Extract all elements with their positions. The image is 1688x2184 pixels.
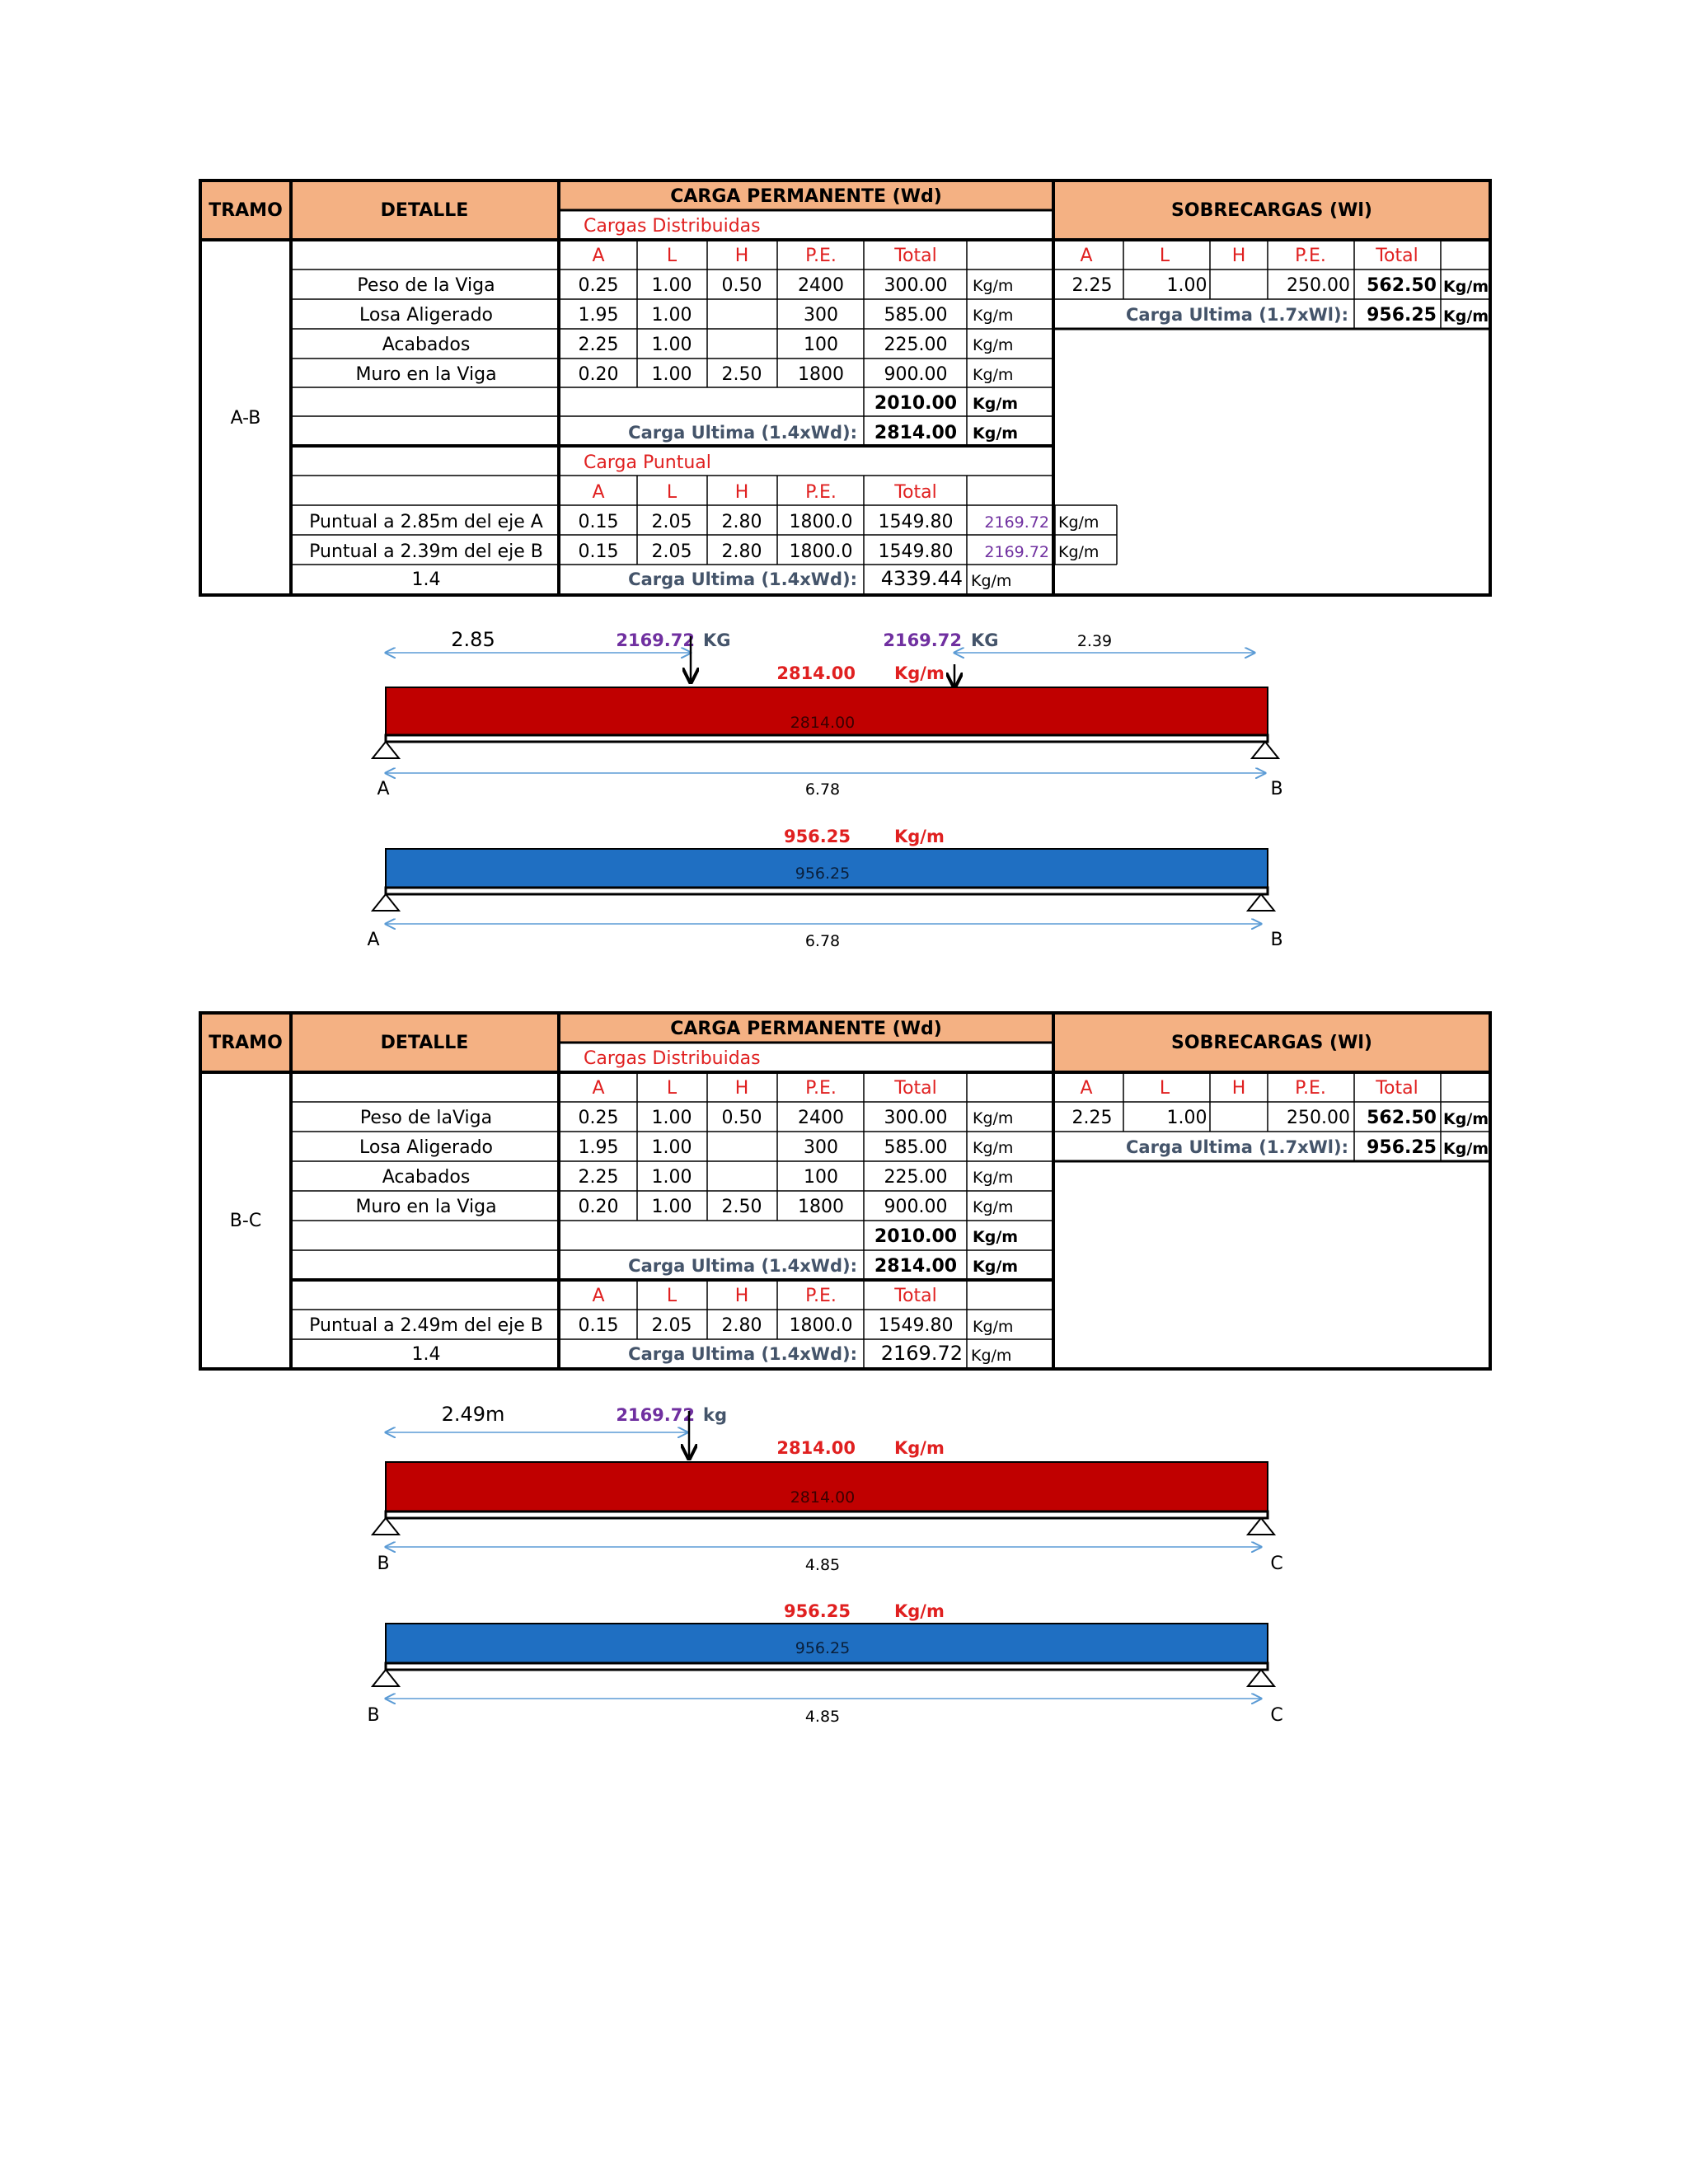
row-detalle: Peso de la Viga [357, 275, 495, 296]
point-load-1-value: 2169.72 [616, 630, 695, 650]
w-unit: Kg/m [894, 663, 945, 683]
p-row-pe: 1800.0 [789, 541, 853, 562]
p-col-pe: P.E. [805, 1286, 837, 1306]
p-factor: 1.4 [411, 1344, 441, 1365]
sc-col-pe: P.E. [1295, 246, 1326, 266]
left-support-icon [373, 1518, 399, 1535]
sc-row-total: 562.50 [1367, 1108, 1437, 1128]
sc-row-unit: Kg/m [1443, 278, 1489, 296]
p-col-a: A [592, 482, 605, 503]
diagram-ab-dead [373, 628, 1283, 799]
p-cu-unit: Kg/m [971, 572, 1012, 590]
sc-col-l: L [1159, 246, 1170, 266]
row-unit: Kg/m [973, 366, 1014, 384]
p-row-h: 2.80 [721, 1315, 762, 1336]
p-col-h: H [734, 1286, 749, 1306]
sc-col-l: L [1159, 1078, 1170, 1099]
row-detalle: Losa Aligerado [359, 305, 493, 326]
row-total: 585.00 [884, 305, 948, 326]
sc-row-pe: 250.00 [1287, 1108, 1350, 1128]
row-total: 585.00 [884, 1137, 948, 1158]
tramo-header: TRAMO [209, 1033, 283, 1053]
col-h: H [734, 246, 749, 266]
beam [386, 735, 1268, 742]
cu-value: 2814.00 [874, 423, 958, 443]
p-row-l: 2.05 [651, 1315, 692, 1336]
w-value: 2814.00 [776, 663, 856, 683]
sub-puntual: Carga Puntual [584, 452, 711, 473]
diagram-bc-live [367, 1601, 1282, 1726]
row-detalle: Acabados [382, 335, 471, 355]
detalle-header: DETALLE [380, 1033, 469, 1053]
sc-col-total: Total [1376, 1078, 1418, 1099]
row-unit: Kg/m [973, 336, 1014, 354]
point-load-2-value: 2169.72 [883, 630, 962, 650]
row-a: 1.95 [578, 1137, 619, 1158]
bar-label: 2814.00 [790, 1488, 856, 1507]
sc-header: SOBRECARGAS (Wl) [1171, 200, 1372, 221]
p-row-unit: Kg/m [1058, 543, 1100, 561]
span-length: 4.85 [804, 1556, 841, 1574]
row-l: 1.00 [651, 1137, 692, 1158]
right-support-label: B [1270, 930, 1283, 950]
row-detalle: Losa Aligerado [359, 1137, 493, 1158]
p-row-extra: 2169.72 [984, 543, 1049, 561]
p-cu-label: Carga Ultima (1.4xWd): [628, 1344, 857, 1364]
right-support-label: B [1270, 779, 1283, 799]
row-l: 1.00 [651, 1167, 692, 1188]
sc-col-h: H [1231, 1078, 1246, 1099]
row-total: 900.00 [884, 1197, 948, 1217]
right-support-icon [1248, 1518, 1274, 1535]
col-h: H [734, 1078, 749, 1099]
point-load-1-unit: KG [703, 630, 731, 650]
left-support-label: A [367, 930, 380, 950]
p-row-a: 0.15 [578, 541, 619, 562]
row-a: 0.20 [578, 364, 619, 385]
sc-header: SOBRECARGAS (Wl) [1171, 1033, 1372, 1053]
p-col-a: A [592, 1286, 605, 1306]
left-support-icon [373, 894, 399, 911]
right-support-icon [1248, 894, 1274, 911]
p-col-total: Total [894, 482, 937, 503]
col-total: Total [894, 246, 937, 266]
row-pe: 1800 [798, 1197, 844, 1217]
sc-row-total: 562.50 [1367, 275, 1437, 296]
row-total: 300.00 [884, 275, 948, 296]
sc-cu-unit: Kg/m [1443, 1140, 1489, 1158]
sc-row-l: 1.00 [1166, 1108, 1207, 1128]
row-detalle: Acabados [382, 1167, 471, 1188]
cp-header: CARGA PERMANENTE (Wd) [670, 1019, 942, 1039]
row-a: 0.25 [578, 1108, 619, 1128]
sc-cu-value: 956.25 [1367, 1137, 1437, 1158]
col-l: L [666, 246, 678, 266]
p-row-h: 2.80 [721, 541, 762, 562]
tramo-header: TRAMO [209, 200, 283, 221]
bar-label: 956.25 [795, 1639, 851, 1657]
p-col-l: L [666, 1286, 678, 1306]
table-bc [200, 1013, 1490, 1369]
left-support-label: B [367, 1705, 380, 1726]
diagram-ab-live [367, 827, 1282, 950]
p-factor: 1.4 [411, 569, 441, 590]
right-support-label: C [1270, 1705, 1283, 1726]
sc-cu-label: Carga Ultima (1.7xWl): [1125, 305, 1348, 325]
cp-header: CARGA PERMANENTE (Wd) [670, 186, 942, 207]
sc-col-pe: P.E. [1295, 1078, 1326, 1099]
row-a: 1.95 [578, 305, 619, 326]
sc-row-l: 1.00 [1166, 275, 1207, 296]
sc-cu-unit: Kg/m [1443, 307, 1489, 326]
row-a: 2.25 [578, 335, 619, 355]
p-row-unit: Kg/m [1058, 513, 1100, 532]
p-row-l: 2.05 [651, 512, 692, 532]
row-a: 2.25 [578, 1167, 619, 1188]
row-a: 0.20 [578, 1197, 619, 1217]
row-pe: 2400 [798, 275, 844, 296]
sc-row-pe: 250.00 [1287, 275, 1350, 296]
left-support-label: A [377, 779, 390, 799]
span-length: 6.78 [804, 780, 841, 799]
w-value: 956.25 [783, 827, 851, 846]
col-a: A [592, 246, 605, 266]
row-pe: 100 [804, 335, 838, 355]
row-total: 300.00 [884, 1108, 948, 1128]
beam [386, 888, 1268, 894]
table-ab [200, 180, 1490, 595]
diagram-bc-dead [373, 1403, 1283, 1574]
p-row-total: 1549.80 [878, 512, 954, 532]
p-row-h: 2.80 [721, 512, 762, 532]
row-unit: Kg/m [973, 1139, 1014, 1157]
p-row-total: 1549.80 [878, 1315, 954, 1336]
bar-label: 956.25 [795, 865, 851, 883]
p-row-pe: 1800.0 [789, 512, 853, 532]
p-row-total: 1549.80 [878, 541, 954, 562]
row-total: 900.00 [884, 364, 948, 385]
row-unit: Kg/m [973, 277, 1014, 295]
w-unit: Kg/m [894, 1601, 945, 1621]
sc-row-unit: Kg/m [1443, 1110, 1489, 1128]
col-pe: P.E. [805, 1078, 837, 1099]
sub-distribuidas: Cargas Distribuidas [584, 216, 761, 237]
beam [386, 1511, 1268, 1518]
sc-cu-label: Carga Ultima (1.7xWl): [1125, 1137, 1348, 1157]
sum-total: 2010.00 [874, 393, 958, 414]
row-unit: Kg/m [973, 1109, 1014, 1127]
col-a: A [592, 1078, 605, 1099]
row-unit: Kg/m [973, 1198, 1014, 1216]
row-pe: 100 [804, 1167, 838, 1188]
left-support-icon [373, 1670, 399, 1686]
row-pe: 2400 [798, 1108, 844, 1128]
sc-row-a: 2.25 [1071, 1108, 1113, 1128]
w-unit: Kg/m [894, 1438, 945, 1458]
right-support-icon [1248, 1670, 1274, 1686]
row-h: 2.50 [721, 364, 762, 385]
point-load-2-unit: KG [971, 630, 999, 650]
cu-label: Carga Ultima (1.4xWd): [628, 423, 857, 443]
p-cu-value: 4339.44 [880, 567, 963, 590]
col-total: Total [894, 1078, 937, 1099]
cu-value: 2814.00 [874, 1256, 958, 1277]
row-a: 0.25 [578, 275, 619, 296]
p-col-l: L [666, 482, 678, 503]
cu-unit: Kg/m [973, 1258, 1019, 1276]
row-l: 1.00 [651, 1108, 692, 1128]
row-h: 0.50 [721, 275, 762, 296]
p-row-a: 0.15 [578, 1315, 619, 1336]
row-total: 225.00 [884, 335, 948, 355]
row-total: 225.00 [884, 1167, 948, 1188]
w-unit: Kg/m [894, 827, 945, 846]
p-row-unit: Kg/m [973, 1318, 1014, 1336]
p-col-pe: P.E. [805, 482, 837, 503]
p-col-total: Total [894, 1286, 937, 1306]
row-h: 0.50 [721, 1108, 762, 1128]
row-detalle: Peso de laViga [359, 1108, 493, 1128]
sub-distribuidas: Cargas Distribuidas [584, 1048, 761, 1069]
sc-col-a: A [1080, 246, 1093, 266]
left-distance: 2.85 [451, 628, 495, 651]
row-detalle: Muro en la Viga [355, 364, 497, 385]
sum-unit: Kg/m [973, 395, 1019, 413]
bar-label: 2814.00 [790, 714, 856, 732]
p-cu-label: Carga Ultima (1.4xWd): [628, 569, 857, 589]
row-pe: 300 [804, 305, 838, 326]
row-pe: 300 [804, 1137, 838, 1158]
p-row-a: 0.15 [578, 512, 619, 532]
left-distance: 2.49m [441, 1403, 505, 1426]
span-length: 6.78 [804, 932, 841, 950]
row-detalle: Muro en la Viga [355, 1197, 497, 1217]
sc-col-a: A [1080, 1078, 1093, 1099]
tramo-label: A-B [230, 408, 261, 429]
right-support-label: C [1270, 1554, 1283, 1574]
point-load-value: 2169.72 [616, 1405, 695, 1425]
detalle-header: DETALLE [380, 200, 469, 221]
p-row-extra: 2169.72 [984, 513, 1049, 532]
cu-unit: Kg/m [973, 424, 1019, 443]
cu-label: Carga Ultima (1.4xWd): [628, 1256, 857, 1276]
row-l: 1.00 [651, 305, 692, 326]
row-unit: Kg/m [973, 1169, 1014, 1187]
sc-col-total: Total [1376, 246, 1418, 266]
sc-col-h: H [1231, 246, 1246, 266]
right-distance: 2.39 [1076, 632, 1113, 650]
w-value: 2814.00 [776, 1438, 856, 1458]
p-row-l: 2.05 [651, 541, 692, 562]
col-pe: P.E. [805, 246, 837, 266]
span-length: 4.85 [804, 1708, 841, 1726]
row-l: 1.00 [651, 335, 692, 355]
p-row-detalle: Puntual a 2.85m del eje A [309, 512, 543, 532]
row-l: 1.00 [651, 364, 692, 385]
w-value: 956.25 [783, 1601, 851, 1621]
p-cu-unit: Kg/m [971, 1347, 1012, 1365]
p-row-detalle: Puntual a 2.39m del eje B [309, 541, 543, 562]
sc-row-a: 2.25 [1071, 275, 1113, 296]
beam [386, 1663, 1268, 1670]
left-support-label: B [377, 1554, 390, 1574]
point-load-unit: kg [703, 1405, 727, 1425]
row-unit: Kg/m [973, 307, 1014, 325]
tramo-label: B-C [229, 1211, 262, 1231]
sum-unit: Kg/m [973, 1228, 1019, 1246]
sum-total: 2010.00 [874, 1226, 958, 1247]
row-h: 2.50 [721, 1197, 762, 1217]
row-l: 1.00 [651, 275, 692, 296]
left-support-icon [373, 742, 399, 758]
right-support-icon [1252, 742, 1278, 758]
p-row-pe: 1800.0 [789, 1315, 853, 1336]
sc-cu-value: 956.25 [1367, 305, 1437, 326]
p-cu-value: 2169.72 [880, 1342, 963, 1365]
p-col-h: H [734, 482, 749, 503]
p-row-detalle: Puntual a 2.49m del eje B [309, 1315, 543, 1336]
row-pe: 1800 [798, 364, 844, 385]
col-l: L [666, 1078, 678, 1099]
row-l: 1.00 [651, 1197, 692, 1217]
